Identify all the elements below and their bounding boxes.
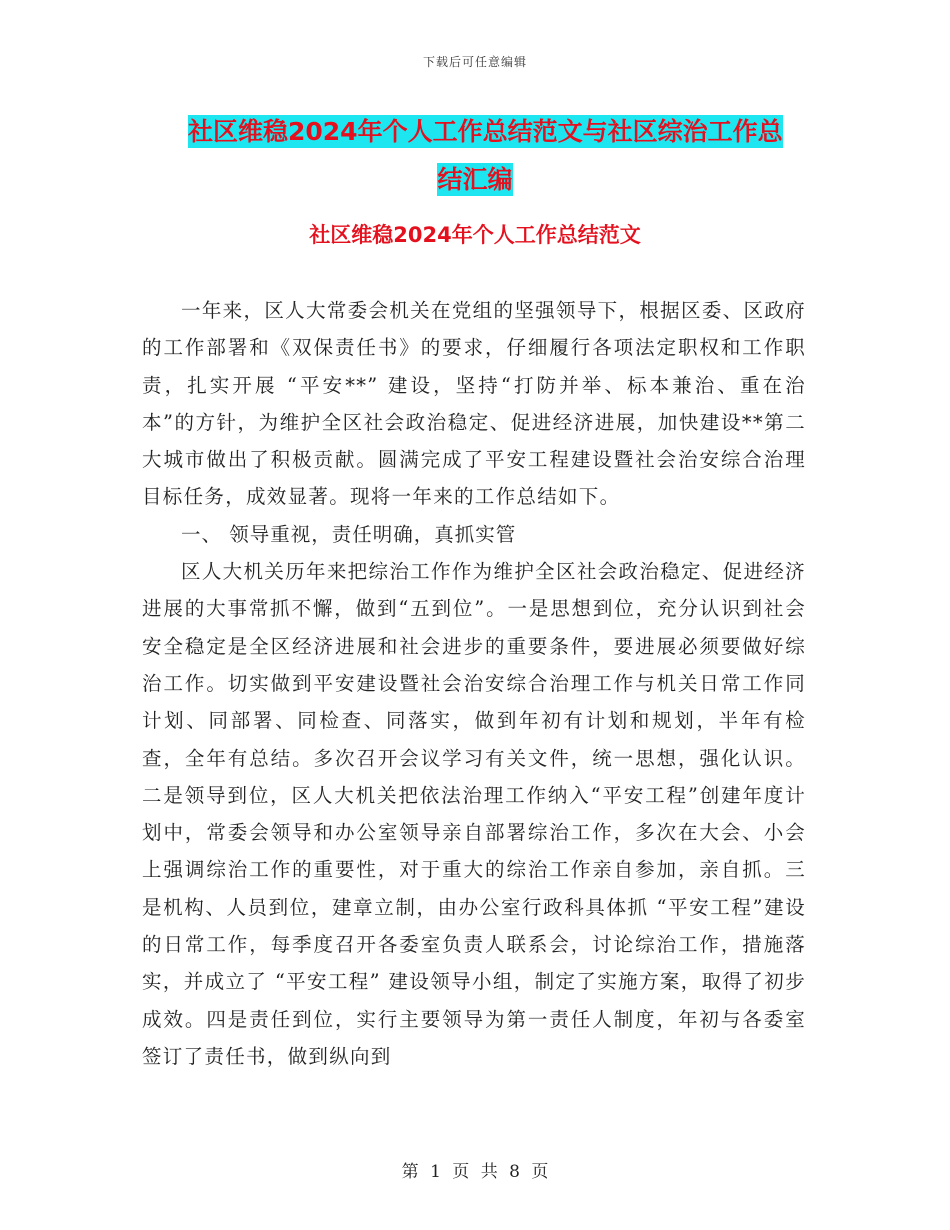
document-title: [140, 108, 810, 204]
title-highlight-1: 社区维稳2024年个人工作总结范文与社区综治工作总: [188, 117, 783, 146]
title-highlight-2: 结汇编: [437, 165, 513, 194]
document-title-line-2: [140, 156, 810, 204]
page-number-footer: 第 1 页 共 8 页: [401, 1162, 549, 1182]
body-paragraph-intro: 一年来，区人大常委会机关在党组的坚强领导下，根据区委、区政府的工作部署和《双保责任书》的要求，仔细履行各项法定职权和工作职责，扎实开展 “平安**” 建设，坚持“打防并举、标本兼治、重在治本”的方针，为维护全区社会政治稳定、促进经济进展，加快建设**第二大城市做出了积极贡献。圆满完成了平安工程建设暨社会治安综合治理目标任务，成效显著。现将一年来的工作总结如下。: [142, 299, 806, 509]
document-body: [142, 292, 806, 1075]
document-title-line-1: [140, 108, 810, 156]
body-paragraph-1: 区人大机关历年来把综治工作作为维护全区社会政治稳定、促进经济进展的大事常抓不懈，做到“五到位”。一是思想到位，充分认识到社会安全稳定是全区经济进展和社会进步的重要条件，要进展必须要做好综治工作。切实做到平安建设暨社会治安综合治理工作与机关日常工作同计划、同部署、同检查、同落实，做到年初有计划和规划，半年有检查，全年有总结。多次召开会议学习有关文件，统一思想，强化认识。二是领导到位，区人大机关把依法治理工作纳入“平安工程”创建年度计划中，常委会领导和办公室领导亲自部署综治工作，多次在大会、小会上强调综治工作的重要性，对于重大的综治工作亲自参加，亲自抓。三是机构、人员到位，建章立制，由办公室行政科具体抓 “平安工程”建设的日常工作，每季度召开各委室负责人联系会，讨论综治工作，措施落实，并成立了 “平安工程” 建设领导小组，制定了实施方案，取得了初步成效。四是责任到位，实行主要领导为第一责任人制度，年初与各委室签订了责任书，做到纵向到: [142, 560, 806, 1068]
body-heading-1: 一、 领导重视，责任明确，真抓实管: [181, 522, 517, 546]
section-title: 社区维稳2024年个人工作总结范文: [309, 223, 641, 247]
page-header-note: 下载后可任意编辑: [422, 55, 527, 69]
